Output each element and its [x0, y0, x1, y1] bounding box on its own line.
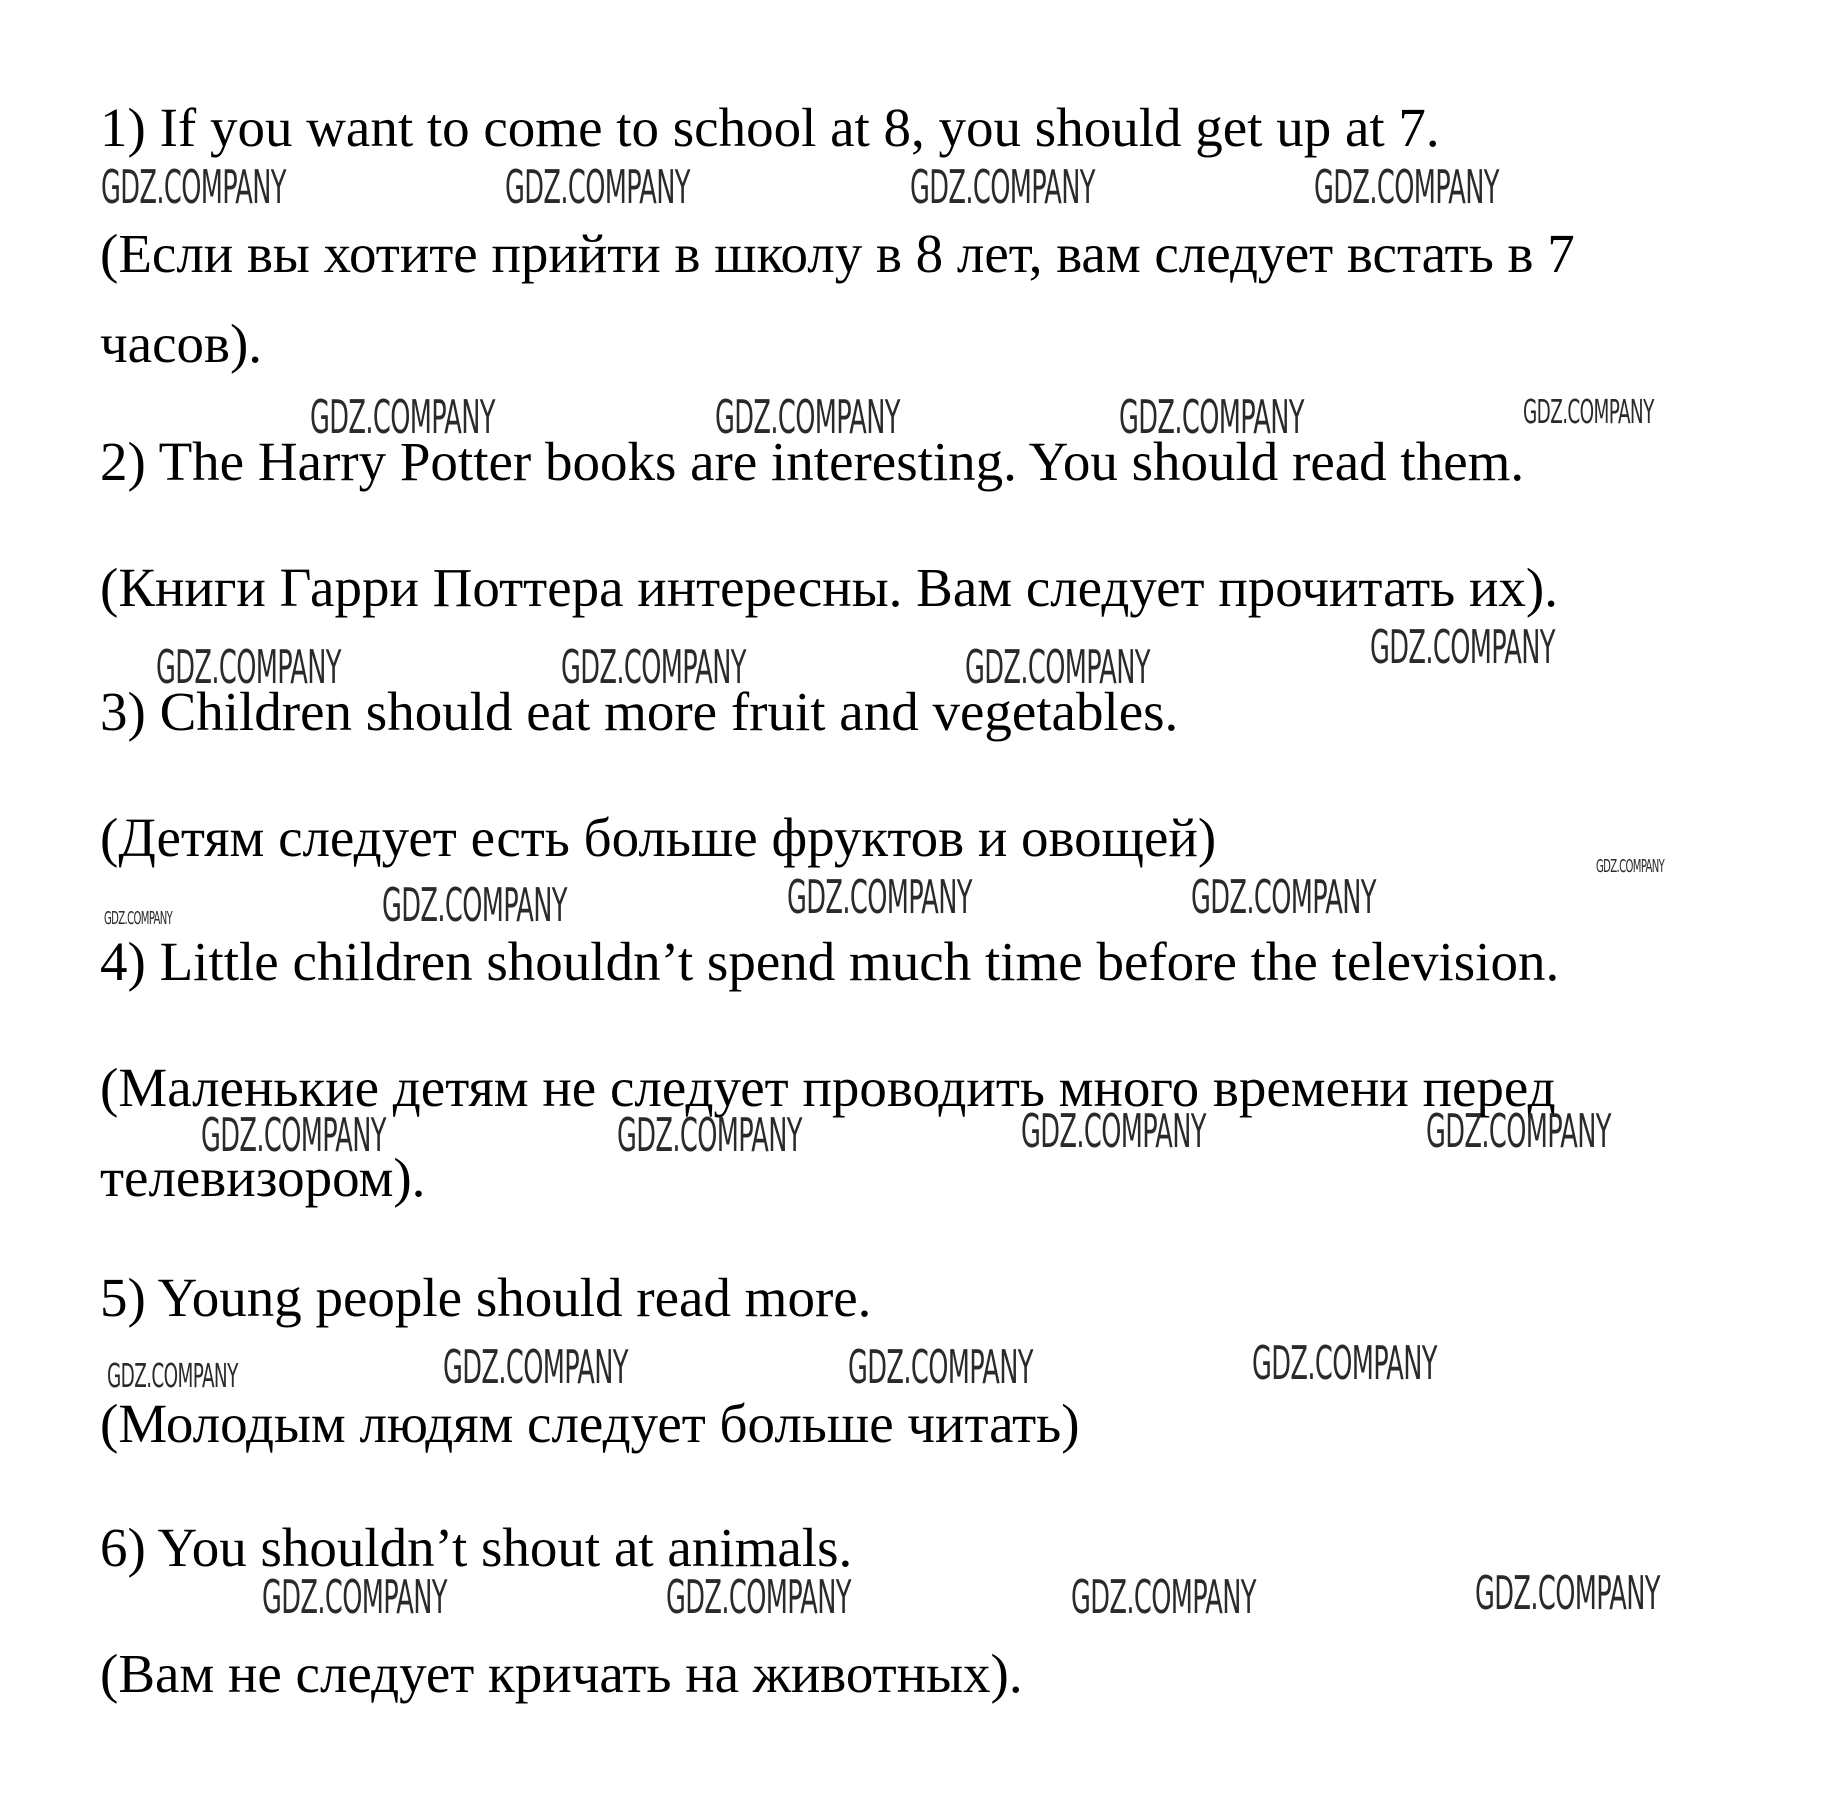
item-4-russian-line-1: (Маленькие детям не следует проводить много времени перед	[100, 1057, 1556, 1118]
watermark: GDZ.COMPANY	[101, 160, 286, 214]
item-5-russian: (Молодым людям следует больше читать)	[100, 1393, 1080, 1454]
watermark: GDZ.COMPANY	[787, 870, 972, 924]
item-6-english: 6) You shouldn’t shout at animals.	[100, 1517, 853, 1578]
item-3-russian: (Детям следует есть больше фруктов и овощей)	[100, 807, 1217, 868]
watermark: GDZ.COMPANY	[104, 908, 173, 929]
item-6-russian: (Вам не следует кричать на животных).	[100, 1643, 1023, 1704]
watermark: GDZ.COMPANY	[1370, 620, 1555, 674]
watermark: GDZ.COMPANY	[910, 160, 1095, 214]
watermark: GDZ.COMPANY	[443, 1340, 628, 1394]
watermark: GDZ.COMPANY	[848, 1340, 1033, 1394]
watermark: GDZ.COMPANY	[201, 1108, 386, 1162]
item-5-english: 5) Young people should read more.	[100, 1267, 872, 1328]
item-2-russian: (Книги Гарри Поттера интересны. Вам следует прочитать их).	[100, 557, 1558, 618]
watermark: GDZ.COMPANY	[1119, 390, 1304, 444]
watermark: GDZ.COMPANY	[310, 390, 495, 444]
item-3-english: 3) Children should eat more fruit and vegetables.	[100, 681, 1179, 742]
watermark: GDZ.COMPANY	[1071, 1570, 1256, 1624]
watermark: GDZ.COMPANY	[156, 640, 341, 694]
watermark: GDZ.COMPANY	[965, 640, 1150, 694]
watermark: GDZ.COMPANY	[107, 1356, 238, 1395]
watermark: GDZ.COMPANY	[262, 1570, 447, 1624]
watermark: GDZ.COMPANY	[1021, 1104, 1206, 1158]
item-1-english: 1) If you want to come to school at 8, you should get up at 7.	[100, 97, 1440, 158]
item-4-russian-line-2: телевизором).	[100, 1147, 426, 1208]
item-1-russian-line-2: часов).	[100, 313, 263, 374]
watermark: GDZ.COMPANY	[561, 640, 746, 694]
watermark: GDZ.COMPANY	[1252, 1336, 1437, 1390]
watermark: GDZ.COMPANY	[1596, 856, 1665, 877]
watermark: GDZ.COMPANY	[666, 1570, 851, 1624]
watermark: GDZ.COMPANY	[715, 390, 900, 444]
watermark: GDZ.COMPANY	[617, 1108, 802, 1162]
watermark: GDZ.COMPANY	[1191, 870, 1376, 924]
item-2-english: 2) The Harry Potter books are interesting. You should read them.	[100, 431, 1525, 492]
item-4-english: 4) Little children shouldn’t spend much time before the television.	[100, 931, 1560, 992]
watermark: GDZ.COMPANY	[1314, 160, 1499, 214]
watermark: GDZ.COMPANY	[1475, 1566, 1660, 1620]
watermark: GDZ.COMPANY	[382, 878, 567, 932]
watermark: GDZ.COMPANY	[1523, 392, 1654, 431]
watermark: GDZ.COMPANY	[505, 160, 690, 214]
watermark: GDZ.COMPANY	[1426, 1104, 1611, 1158]
item-1-russian-line-1: (Если вы хотите прийти в школу в 8 лет, вам следует встать в 7	[100, 223, 1575, 284]
